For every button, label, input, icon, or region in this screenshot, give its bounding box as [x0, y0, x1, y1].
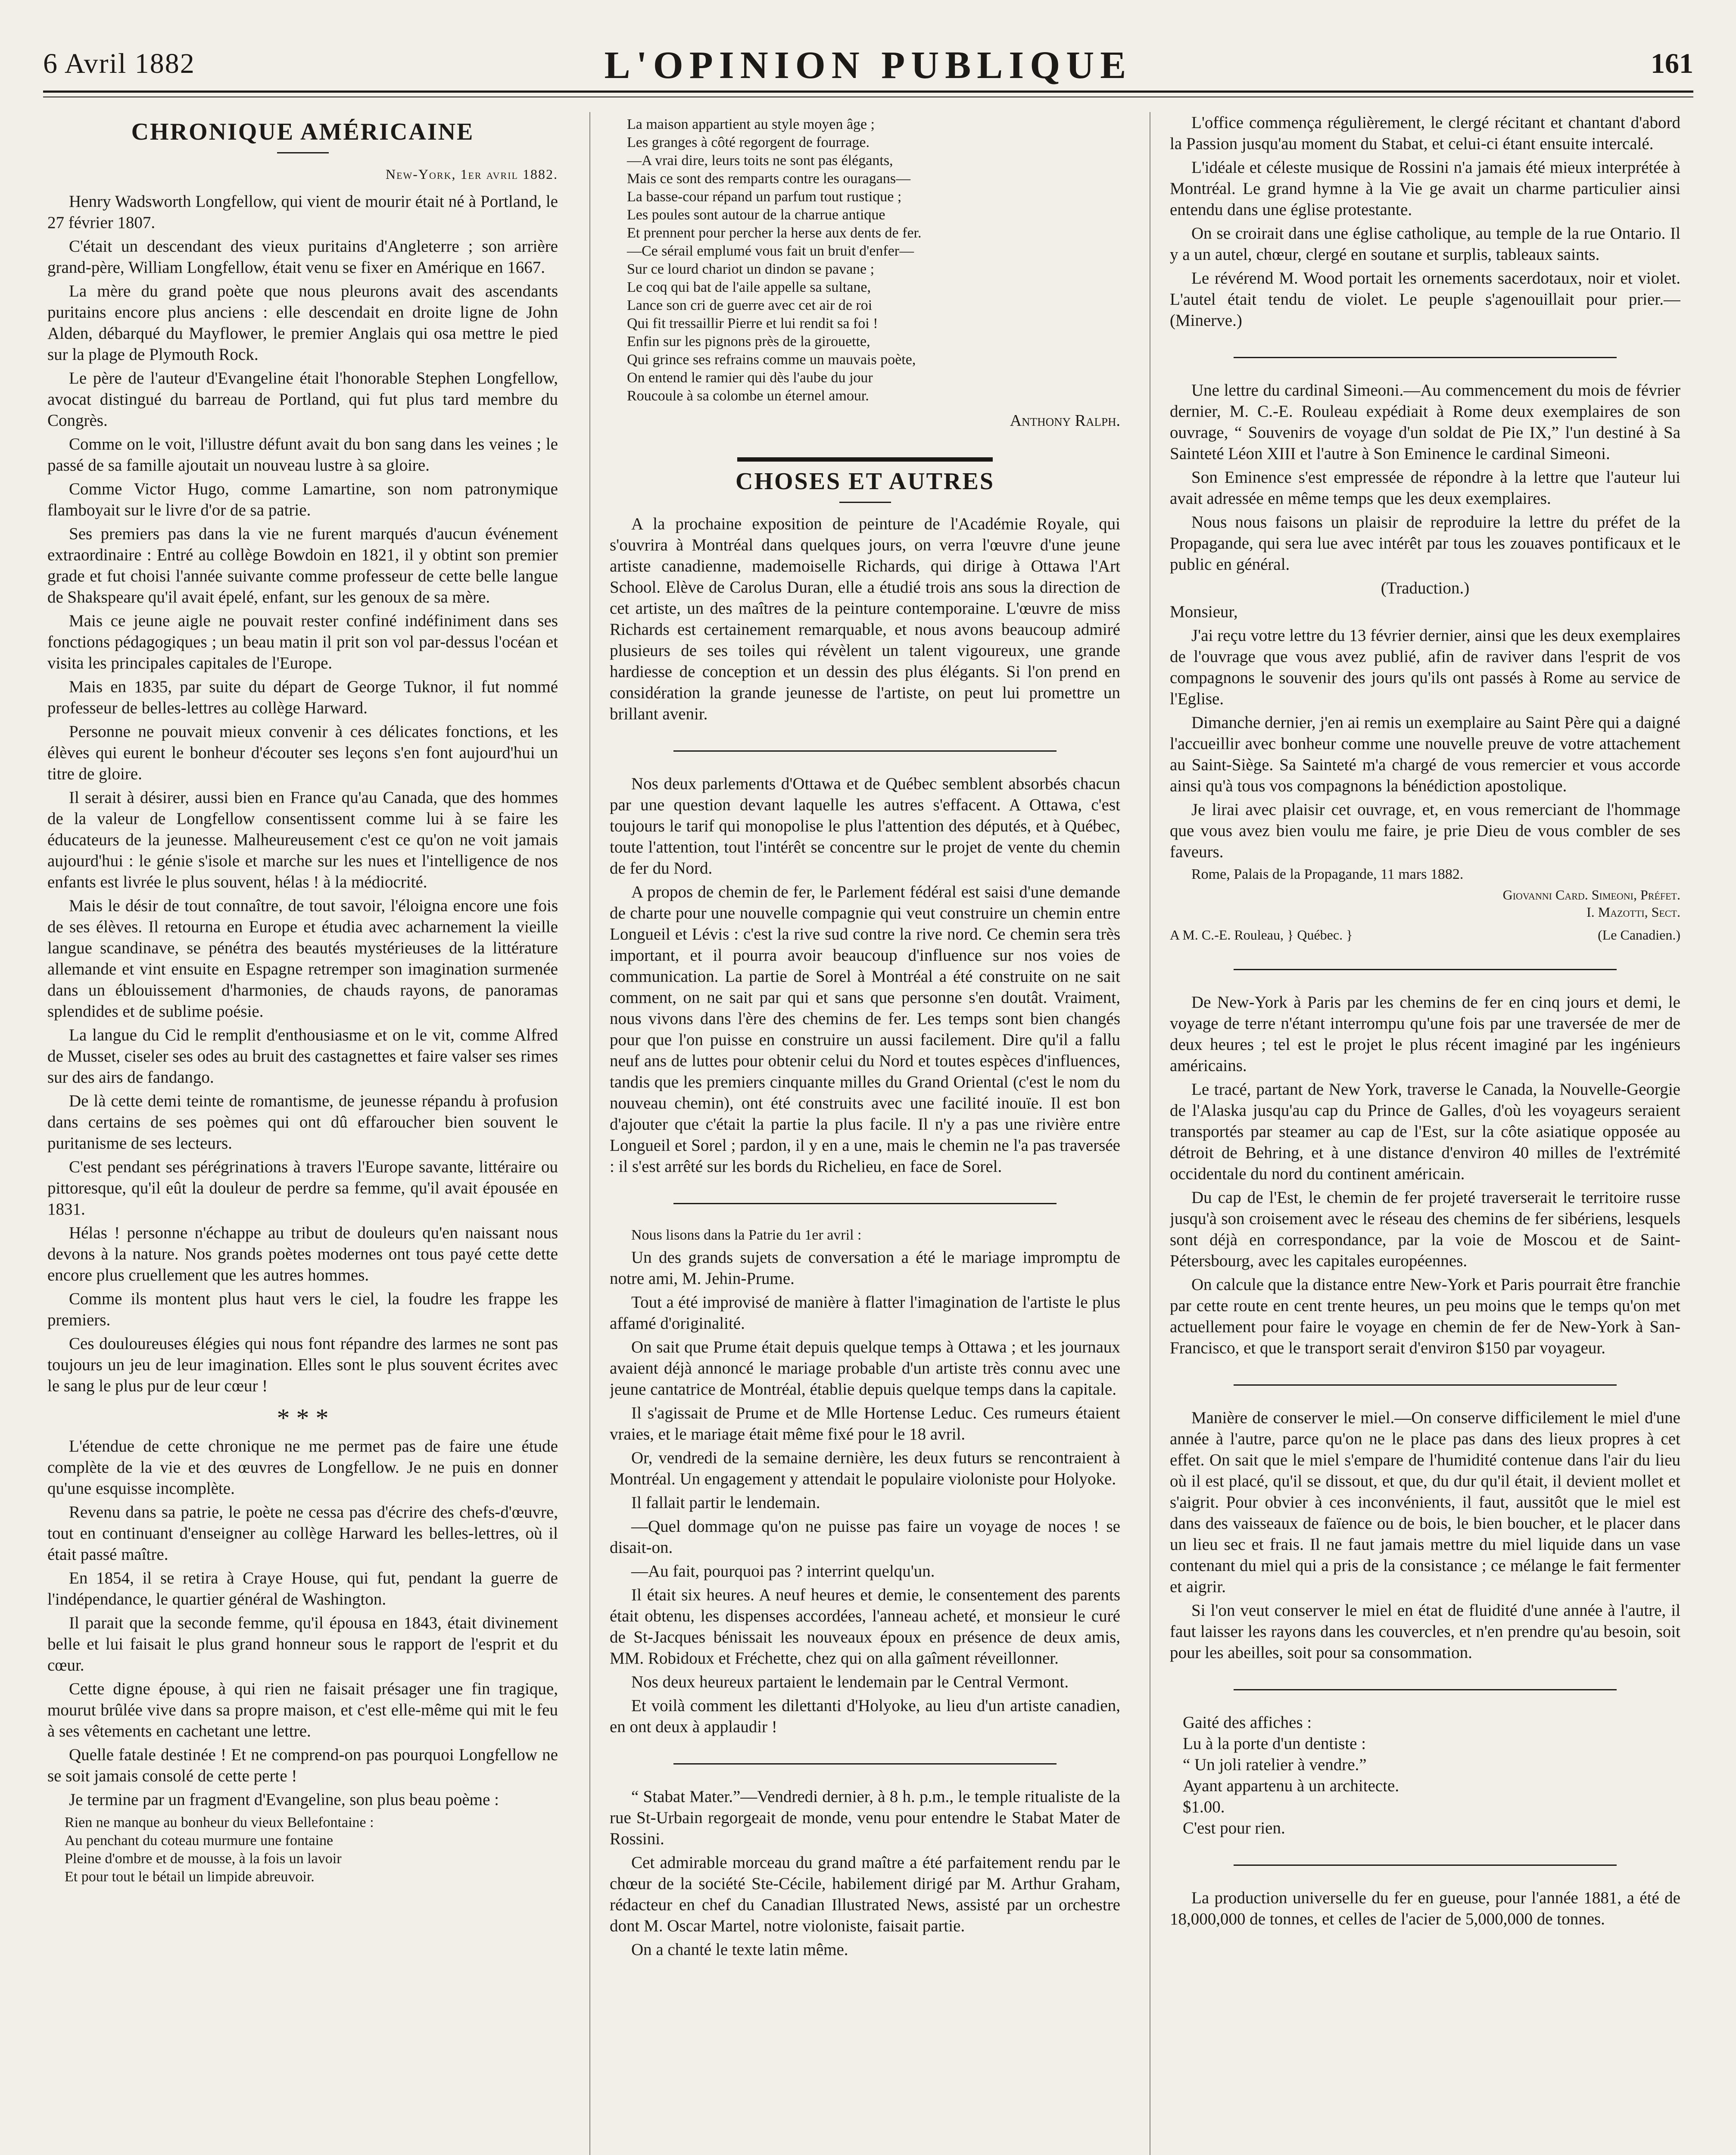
poem-line: Lance son cri de guerre avec cet air de roi	[627, 297, 873, 313]
letter-signatory: Giovanni Card. Simeoni, Préfet.	[1502, 887, 1680, 903]
poem-line: Sur ce lourd chariot un dindon se pavane ;	[627, 261, 875, 277]
letter-signatory: I. Mazotti, Sect.	[1586, 904, 1680, 920]
paragraph: En 1854, il se retira à Craye House, qui fut, pendant la guerre de l'indépendance, le quartier général de Washington.	[47, 1569, 558, 1608]
issue-date: 6 Avril 1882	[43, 48, 195, 79]
item-separator	[1234, 1689, 1617, 1690]
paragraph: “ Stabat Mater.”—Vendredi dernier, à 8 h. p.m., le temple ritualiste de la rue St-Urbain regorgeait de monde, venu pour entendre le Stabat Mater de Rossini.	[610, 1787, 1120, 1848]
column-1	[47, 112, 558, 2155]
paragraph: Ces douloureuses élégies qui nous font répandre des larmes ne sont pas toujours un jeu de leur imagination. Elles sont le plus souvent écrites avec le sang le plus pur de leur cœur !	[47, 1334, 558, 1395]
item-separator	[1234, 969, 1617, 970]
gaite-line: “ Un joli ratelier à vendre.”	[1183, 1755, 1367, 1774]
poem-line: La basse-cour répand un parfum tout rustique ;	[627, 189, 902, 205]
paragraph: Tout a été improvisé de manière à flatter l'imagination de l'artiste le plus affamé d'originalité.	[610, 1293, 1120, 1333]
paragraph: Le père de l'auteur d'Evangeline était l'honorable Stephen Longfellow, avocat distingué du barreau de Portland, qui fut plus tard membre du Congrès.	[47, 369, 558, 430]
paragraph: Or, vendredi de la semaine dernière, les deux futurs se rencontraient à Montréal. Un engagement y attendait le populaire violoniste pour Holyoke.	[610, 1449, 1120, 1488]
poem-line: Roucoule à sa colombe un éternel amour.	[627, 388, 869, 404]
paragraph: L'office commença régulièrement, le clergé récitant et chantant d'abord la Passion jusqu'au moment du Stabat, et celui-ci étant ensuite intercalé.	[1170, 113, 1680, 153]
letter-place-date: Rome, Palais de la Propagande, 11 mars 1882.	[1191, 866, 1464, 882]
column-2	[610, 112, 1120, 2155]
paragraph: La langue du Cid le remplit d'enthousiasme et on le vit, comme Alfred de Musset, ciseler ses odes au bruit des castagnettes et faire valser ses rimes sur des airs de fandango.	[47, 1026, 558, 1087]
column-3	[1170, 112, 1680, 2155]
paragraph: Il serait à désirer, aussi bien en France qu'au Canada, que des hommes de la valeur de Longfellow consentissent comme lui à se faire les éducateurs de la jeunesse. Malheureusement c'est ce qu'on ne voit jamais aujourd'hui : le génie s'isole et marche sur les nues et l'intelligence de nos enfants est livrée le plus souvent, hélas ! à la médiocrité.	[47, 788, 558, 891]
paragraph: Comme on le voit, l'illustre défunt avait du bon sang dans les veines ; le passé de sa famille ajoutait un nouveau lustre à sa gloire.	[47, 435, 558, 475]
paragraph: L'étendue de cette chronique ne me permet pas de faire une étude complète de la vie et des œuvres de Longfellow. Je ne puis en donner qu'une esquisse incomplète.	[47, 1437, 558, 1498]
heading-rule	[277, 152, 329, 153]
paragraph: Nous nous faisons un plaisir de reproduire la lettre du préfet de la Propagande, qui sera lue avec intérêt par tous les zouaves pontificaux et le public en général.	[1170, 513, 1680, 574]
paragraph: A la prochaine exposition de peinture de l'Académie Royale, qui s'ouvrira à Montréal dans quelques jours, on verra l'œuvre d'une jeune artiste canadienne, mademoiselle Richards, qui dirige à Ottawa l'Art School. Elève de Carolus Duran, elle a étudié trois ans sous la direction de cet artiste, un des maîtres de la peinture contemporaine. L'œuvre de miss Richards est certainement remarquable, et nous avons beaucoup admiré plusieurs de ses toiles qui révèlent un talent vigoureux, une grande hardiesse de conception et un dessin des plus élégants. Si l'on prend en considération la grande jeunesse de l'artiste, on peut lui promettre un brillant avenir.	[610, 515, 1120, 723]
letter-paragraph: Dimanche dernier, j'en ai remis un exemplaire au Saint Père qui a daigné l'accueillir avec bonheur comme une nouvelle preuve de votre attachement au Saint-Siège. Sa Sainteté m'a chargé de vous remercier et vous accorde ainsi qu'à tous vos compagnons la bénédiction apostolique.	[1170, 713, 1680, 795]
column-divider	[589, 112, 590, 2155]
poem-line: Les granges à côté regorgent de fourrage.	[627, 134, 870, 150]
paragraph: Le révérend M. Wood portait les ornements sacerdotaux, noir et violet. L'autel était tendu de violet. Le peuple s'agenouillait pour prier.—(Minerve.)	[1170, 269, 1680, 330]
letter-paragraph: J'ai reçu votre lettre du 13 février dernier, ainsi que les deux exemplaires de l'ouvrage que vous avez publié, afin de raviver dans l'esprit de vos compagnons le souvenir des jours qu'ils ont passés à Rome au service de l'Eglise.	[1170, 626, 1680, 708]
letter-salutation: Monsieur,	[1170, 603, 1238, 621]
paragraph: C'était un descendant des vieux puritains d'Angleterre ; son arrière grand-père, William Longfellow, était venu se fixer en Amérique en 1667.	[47, 237, 558, 277]
poem-line: La maison appartient au style moyen âge ;	[627, 116, 875, 132]
paragraph: Et voilà comment les dilettanti d'Holyoke, au lieu d'un artiste canadien, en ont deux à applaudir !	[610, 1696, 1120, 1736]
paragraph: Son Eminence s'est empressée de répondre à la lettre que l'auteur lui avait adressée en même temps que les deux exemplaires.	[1170, 468, 1680, 508]
poem-line: Mais ce sont des remparts contre les ouragans—	[627, 171, 911, 187]
dateline: New-York, 1er avril 1882.	[385, 166, 558, 182]
section-heading: CHOSES ET AUTRES	[736, 468, 994, 495]
paragraph: La production universelle du fer en gueuse, pour l'année 1881, a été de 18,000,000 de tonnes, et celles de l'acier de 5,000,000 de tonnes.	[1170, 1889, 1680, 1928]
gaite-des-affiches	[1170, 1712, 1680, 1839]
letter-address-block	[1170, 927, 1680, 943]
paragraph: On se croirait dans une église catholique, au temple de la rue Ontario. Il y a un autel, chœur, clergé en soutane et surplis, tableaux saints.	[1170, 224, 1680, 264]
paragraph: De New-York à Paris par les chemins de fer en cinq jours et demi, le voyage de terre n'étant interrompu qu'une fois par une traversée de mer de deux heures ; tel est le projet le plus récent imaginé par les ingénieurs américains.	[1170, 993, 1680, 1075]
poem-line: Pleine d'ombre et de mousse, à la fois un lavoir	[65, 1851, 342, 1867]
newspaper-title: L'OPINION PUBLIQUE	[604, 44, 1132, 87]
gaite-line: Lu à la porte d'un dentiste :	[1183, 1734, 1366, 1753]
paragraph: Il parait que la seconde femme, qu'il épousa en 1843, était divinement belle et lui faisait le plus grand honneur sous le rapport de l'esprit et du cœur.	[47, 1614, 558, 1674]
paragraph: Je termine par un fragment d'Evangeline, son plus beau poème :	[69, 1790, 499, 1809]
paragraph: La mère du grand poète que nous pleurons avait des ascendants puritains encore plus anciens : elle descendait en droite ligne de John Alden, débarqué du Mayflower, le premier Anglais qui osa mettre le pied sur la plage de Plymouth Rock.	[47, 282, 558, 364]
paragraph: Mais le désir de tout connaître, de tout savoir, l'éloigna encore une fois de ses élèves. Il retourna en Europe et étudia avec acharnement la vieille langue scandinave, se pénétra des beautés mystérieuses de la littérature allemande et vint ensuite en Espagne retremper son imagination surmenée dans un éblouissement d'harmonies, de chauds rayons, de panoramas splendides et de sublime poésie.	[47, 896, 558, 1021]
paragraph: Henry Wadsworth Longfellow, qui vient de mourir était né à Portland, le 27 février 1807.	[47, 192, 558, 232]
paragraph: On a chanté le texte latin même.	[631, 1940, 848, 1959]
letter-address: A M. C.-E. Rouleau, } Québec. }	[1170, 927, 1353, 943]
letter-paragraph: Je lirai avec plaisir cet ouvrage, et, en vous remerciant de l'hommage que vous avez bien voulu me faire, je prie Dieu de vous combler de ses faveurs.	[1170, 800, 1680, 861]
paragraph: Cette digne épouse, à qui rien ne faisait présager une fin tragique, mourut brûlée vive dans sa propre maison, et c'est elle-même qui mit le feu à ses vêtements en cachetant une lettre.	[47, 1680, 558, 1740]
poem-fragment	[47, 1814, 558, 1886]
poem-line: On entend le ramier qui dès l'aube du jour	[627, 370, 873, 386]
author-signature: Anthony Ralph.	[1010, 412, 1120, 430]
item-separator	[673, 1203, 1057, 1204]
poem-line: Le coq qui bat de l'aile appelle sa sultane,	[627, 279, 871, 295]
paragraph: On sait que Prume était depuis quelque temps à Ottawa ; et les journaux avaient déjà annoncé le mariage probable d'un artiste très connu avec une jeune cantatrice de Montréal, établie depuis quelque temps dans la capitale.	[610, 1338, 1120, 1399]
gaite-line: Gaité des affiches :	[1183, 1713, 1312, 1732]
section-rule	[737, 457, 993, 462]
gaite-line: C'est pour rien.	[1183, 1819, 1285, 1837]
translation-note: (Traduction.)	[1381, 579, 1470, 597]
item-separator	[1234, 1865, 1617, 1866]
paragraph: —Au fait, pourquoi pas ? interrint quelqu'un.	[631, 1562, 935, 1580]
paragraph: Comme ils montent plus haut vers le ciel, la foudre les frappe les premiers.	[47, 1290, 558, 1329]
poem-line: Rien ne manque au bonheur du vieux Bellefontaine :	[65, 1815, 374, 1830]
paragraph: On calcule que la distance entre New-York et Paris pourrait être franchie par cette route en cent trente heures, un peu moins que le temps qu'on met actuellement pour faire le voyage en chemin de fer de New-York à San-Francisco, et que le transport serait d'environ $150 par voyageur.	[1170, 1275, 1680, 1357]
item-separator	[1234, 1384, 1617, 1386]
paragraph: De là cette demi teinte de romantisme, de jeunesse répandu à profusion dans certains de ses poèmes qui ont dû effaroucher bien souvent le puritanisme de ses lecteurs.	[47, 1092, 558, 1152]
poem-line: Et prennent pour percher la herse aux dents de fer.	[627, 225, 922, 241]
paragraph: Cet admirable morceau du grand maître a été parfaitement rendu par le chœur de la société Ste-Cécile, habilement dirigé par M. Arthur Graham, rédacteur en chef du Canadian Illustrated News, assisté par un orchestre dont M. Oscar Martel, notre violoniste, faisait partie.	[610, 1853, 1120, 1935]
source-intro: Nous lisons dans la Patrie du 1er avril :	[631, 1227, 862, 1243]
poem-line: Qui grince ses refrains comme un mauvais poète,	[627, 352, 916, 368]
source-credit: (Le Canadien.)	[1598, 927, 1680, 943]
poem-line: Et pour tout le bétail un limpide abreuvoir.	[65, 1869, 315, 1885]
poem-line: —Ce sérail emplumé vous fait un bruit d'enfer—	[627, 243, 914, 259]
paragraph: Nos deux heureux partaient le lendemain par le Central Vermont.	[631, 1673, 1069, 1691]
paragraph: Nos deux parlements d'Ottawa et de Québec semblent absorbés chacun par une question devant laquelle les autres s'effacent. A Ottawa, c'est toujours le tarif qui monopolise le plus l'attention des députés, et à Québec, toute l'attention, tout l'intérêt se concentre sur le projet de vente du chemin de fer du Nord.	[610, 775, 1120, 878]
paragraph: C'est pendant ses pérégrinations à travers l'Europe savante, littéraire ou pittoresque, qu'il eût la douleur de perdre sa femme, qu'il avait épousée en 1831.	[47, 1158, 558, 1218]
paragraph: Manière de conserver le miel.—On conserve difficilement le miel d'une année à l'autre, parce qu'on ne le place pas dans des lieux propres à cet effet. On sait que le miel s'empare de l'humidité contenue dans l'air du lieu où il est placé, qu'il se dissout, et que, du dur qu'il était, il devient mollet et s'aigrit. Pour obvier à ces inconvénients, il faut, aussitôt que le miel est dans des vaisseaux de faïence ou de bois, le bien boucher, et le placer dans un lieu sec et frais. Il ne faut jamais mettre du miel liquide dans un vase contenant du miel qui a pris de la consistance ; ce mélange le fait fermenter et aigrir.	[1170, 1409, 1680, 1596]
poem-continuation	[610, 116, 1120, 405]
poem-line: Les poules sont autour de la charrue antique	[627, 207, 885, 223]
poem-line: Au penchant du coteau murmure une fontaine	[65, 1833, 333, 1849]
paragraph: Personne ne pouvait mieux convenir à ces délicates fonctions, et les élèves qui eurent le bonheur d'écouter ses leçons s'en font aujourd'hui un titre de gloire.	[47, 722, 558, 783]
item-separator	[673, 1763, 1057, 1765]
paragraph: A propos de chemin de fer, le Parlement fédéral est saisi d'une demande de charte pour une nouvelle compagnie qui veut construire un chemin entre Longueil et Lévis : c'est la rive sud contre la rive nord. Ce chemin sera très important, et il pourra avoir beaucoup d'influence sur nos voies de communication. La partie de Sorel à Montréal a été construite on ne sait comment, on ne sait par qui et sans que personne s'en doutât. Vraiment, nous vivons dans l'ère des chemins de fer. Les temps sont bien changés pour que l'on puisse en construire un aussi facilement. Dire qu'il a fallu neuf ans de luttes pour obtenir celui du Nord et toutes espèces d'influences, tandis que les premiers cinquante milles du Grand Oriental (c'est le nom du nouveau chemin), ont été construits avec une facilité inouïe. Il est bon d'ajouter que c'était la partie la plus facile. Il n'y a pas une rivière entre Longueil et Sorel ; pardon, il y en a une, mais le chemin ne l'a pas traversée : il s'est arrêté sur les bords du Richelieu, en face de Sorel.	[610, 883, 1120, 1176]
paragraph: Du cap de l'Est, le chemin de fer projeté traverserait le territoire russe jusqu'à son croisement avec le réseau des chemins de fer sibériens, lesquels sont déjà en correspondance, par la voie de Moscou et de Saint-Pétersbourg, avec les capitales européennes.	[1170, 1188, 1680, 1270]
paragraph: Revenu dans sa patrie, le poète ne cessa pas d'écrire des chefs-d'œuvre, tout en continuant d'enseigner au collège Harward les belles-lettres, où il était passé maître.	[47, 1503, 558, 1564]
poem-line: Enfin sur les pignons près de la girouette,	[627, 334, 870, 350]
paragraph: Une lettre du cardinal Simeoni.—Au commencement du mois de février dernier, M. C.-E. Rouleau expédiait à Rome deux exemplaires de son ouvrage, “ Souvenirs de voyage d'un soldat de Pie IX,” l'un destiné à Sa Sainteté Léon XIII et l'autre à Son Eminence le cardinal Simeoni.	[1170, 381, 1680, 463]
paragraph: Quelle fatale destinée ! Et ne comprend-on pas pourquoi Longfellow ne se soit jamais consolé de cette perte !	[47, 1746, 558, 1785]
page-number: 161	[1651, 48, 1693, 79]
paragraph: Le tracé, partant de New York, traverse le Canada, la Nouvelle-Georgie de l'Alaska jusqu'au cap du Prince de Galles, d'où les voyageurs seraient transportés par steamer au cap de l'Est, sur la côte asiatique opposée au détroit de Behring, et à une distance d'environ 40 milles de l'extrémité occidentale du nord du continent américain.	[1170, 1080, 1680, 1183]
paragraph: —Quel dommage qu'on ne puisse pas faire un voyage de noces ! se disait-on.	[610, 1517, 1120, 1557]
paragraph: Ses premiers pas dans la vie ne furent marqués d'aucun événement extraordinaire : Entré au collège Bowdoin en 1821, il y obtint son premier grade et fut choisi l'année suivante comme professeur de cette belle langue de Shakspeare qu'il avait épelé, enfant, sur les genoux de sa mère.	[47, 525, 558, 606]
masthead	[43, 43, 1693, 87]
poem-line: —A vrai dire, leurs toits ne sont pas élégants,	[627, 153, 893, 169]
gaite-line: Ayant appartenu à un architecte.	[1183, 1777, 1399, 1795]
paragraph: Il fallait partir le lendemain.	[631, 1493, 820, 1512]
paragraph: Mais ce jeune aigle ne pouvait rester confiné indéfiniment dans ses fonctions pédagogiques ; un beau matin il prit son vol par-dessus l'océan et visita les principales capitales de l'Europe.	[47, 612, 558, 672]
item-separator	[673, 750, 1057, 752]
paragraph: Hélas ! personne n'échappe au tribut de douleurs qu'en naissant nous devons à la nature. Nos grands poètes modernes ont tous payé cette dette encore plus cruellement que les autres hommes.	[47, 1224, 558, 1284]
asterism: * * *	[277, 1404, 329, 1432]
poem-line: Qui fit tressaillir Pierre et lui rendit sa foi !	[627, 315, 878, 331]
paragraph: Un des grands sujets de conversation a été le mariage impromptu de notre ami, M. Jehin-Prume.	[610, 1248, 1120, 1288]
paragraph: Il s'agissait de Prume et de Mlle Hortense Leduc. Ces rumeurs étaient vraies, et le mariage était même fixé pour le 18 avril.	[610, 1404, 1120, 1443]
paragraph: Il était six heures. A neuf heures et demie, le consentement des parents était obtenu, les dispenses accordées, l'anneau acheté, et monsieur le curé de St-Jacques bénissait les nouveaux époux en présence de deux amis, MM. Robidoux et Fréchette, chez qui on alla gaîment réveillonner.	[610, 1586, 1120, 1668]
masthead-rule	[43, 91, 1693, 93]
paragraph: Mais en 1835, par suite du départ de George Tuknor, il fut nommé professeur de belles-lettres au collège Harward.	[47, 678, 558, 717]
paragraph: Comme Victor Hugo, comme Lamartine, son nom patronymique flamboyait sur le livre d'or de sa patrie.	[47, 480, 558, 519]
paragraph: Si l'on veut conserver le miel en état de fluidité d'une année à l'autre, il faut laisser les rayons dans les couvercles, et n'en prendre qu'au besoin, soit pour les abeilles, soit pour sa consommation.	[1170, 1601, 1680, 1662]
item-separator	[1234, 357, 1617, 358]
gaite-line: $1.00.	[1183, 1798, 1225, 1816]
heading-rule	[839, 502, 891, 503]
paragraph: L'idéale et céleste musique de Rossini n'a jamais été mieux interprétée à Montréal. Le grand hymne à la Vie ge avait un charme particulier ainsi entendu dans une église protestante.	[1170, 158, 1680, 219]
article-heading: CHRONIQUE AMÉRICAINE	[131, 119, 474, 145]
